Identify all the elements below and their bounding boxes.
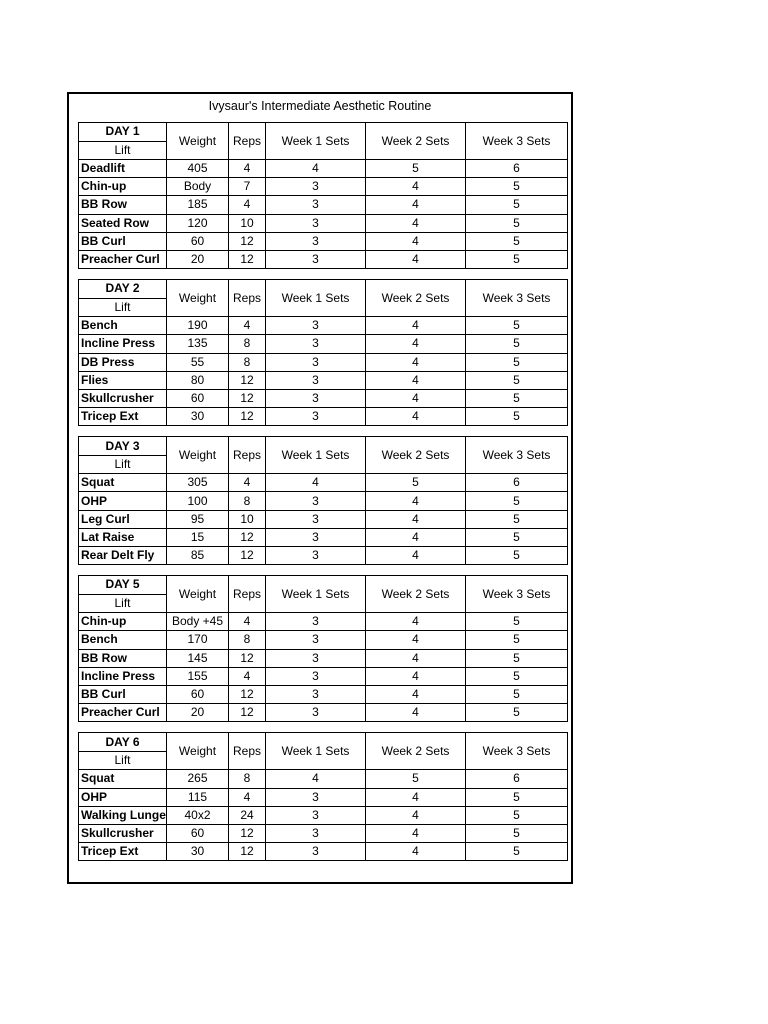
table-row [79, 371, 568, 389]
reps-value: 4 [229, 160, 266, 178]
weight-value: 60 [167, 685, 229, 703]
week3-sets-value: 5 [466, 371, 568, 389]
week2-sets-value: 4 [366, 547, 466, 565]
week1-sets-value: 3 [266, 824, 366, 842]
week1-sets-value: 3 [266, 335, 366, 353]
lift-name: BB Row [79, 196, 167, 214]
weight-value: Body [167, 178, 229, 196]
week3-sets-value: 5 [466, 613, 568, 631]
table-row [79, 492, 568, 510]
weight-value: Body +45 [167, 613, 229, 631]
week2-sets-value: 4 [366, 408, 466, 426]
week3-sets-value: 5 [466, 788, 568, 806]
weight-value: 145 [167, 649, 229, 667]
reps-value: 4 [229, 317, 266, 335]
reps-value: 12 [229, 547, 266, 565]
day-table [78, 122, 568, 269]
lift-name: Skullcrusher [79, 824, 167, 842]
reps-value: 8 [229, 770, 266, 788]
week1-sets-value: 3 [266, 528, 366, 546]
week2-sets-value: 4 [366, 196, 466, 214]
week1-sets-value: 3 [266, 613, 366, 631]
lift-header: Lift [79, 594, 167, 613]
day-table [78, 575, 568, 722]
week1-sets-value: 3 [266, 408, 366, 426]
day-table [78, 279, 568, 426]
table-row [79, 214, 568, 232]
table-header-row [79, 733, 568, 752]
reps-value: 10 [229, 510, 266, 528]
week1-sets-value: 3 [266, 704, 366, 722]
week3-sets-header: Week 3 Sets [466, 576, 568, 613]
week3-sets-value: 5 [466, 317, 568, 335]
week1-sets-value: 3 [266, 649, 366, 667]
table-header-row [79, 576, 568, 595]
routine-sheet [67, 92, 573, 884]
week2-sets-header: Week 2 Sets [366, 733, 466, 770]
lift-name: OHP [79, 492, 167, 510]
reps-value: 8 [229, 353, 266, 371]
day-label: DAY 5 [79, 576, 167, 595]
weight-value: 80 [167, 371, 229, 389]
week3-sets-value: 5 [466, 704, 568, 722]
week3-sets-value: 5 [466, 178, 568, 196]
week1-sets-value: 4 [266, 474, 366, 492]
week1-sets-value: 3 [266, 178, 366, 196]
week2-sets-value: 4 [366, 335, 466, 353]
lift-name: Tricep Ext [79, 843, 167, 861]
week3-sets-value: 5 [466, 335, 568, 353]
reps-value: 12 [229, 704, 266, 722]
reps-value: 4 [229, 474, 266, 492]
reps-value: 12 [229, 250, 266, 268]
lift-name: Tricep Ext [79, 408, 167, 426]
week1-sets-value: 3 [266, 631, 366, 649]
table-row [79, 160, 568, 178]
week2-sets-value: 4 [366, 613, 466, 631]
week2-sets-value: 4 [366, 843, 466, 861]
weight-header: Weight [167, 280, 229, 317]
week3-sets-value: 6 [466, 160, 568, 178]
table-row [79, 353, 568, 371]
lift-name: Lat Raise [79, 528, 167, 546]
lift-name: BB Curl [79, 685, 167, 703]
reps-value: 12 [229, 843, 266, 861]
week1-sets-value: 4 [266, 160, 366, 178]
lift-header: Lift [79, 751, 167, 770]
weight-value: 55 [167, 353, 229, 371]
reps-header: Reps [229, 733, 266, 770]
reps-header: Reps [229, 123, 266, 160]
weight-value: 190 [167, 317, 229, 335]
week2-sets-value: 5 [366, 474, 466, 492]
day-table [78, 436, 568, 565]
lift-name: OHP [79, 788, 167, 806]
reps-value: 12 [229, 685, 266, 703]
week3-sets-value: 5 [466, 389, 568, 407]
day-tables [78, 122, 567, 871]
weight-value: 20 [167, 704, 229, 722]
week3-sets-header: Week 3 Sets [466, 280, 568, 317]
week2-sets-value: 4 [366, 649, 466, 667]
lift-name: Skullcrusher [79, 389, 167, 407]
week2-sets-value: 4 [366, 492, 466, 510]
lift-name: Walking Lunge [79, 806, 167, 824]
week1-sets-value: 3 [266, 843, 366, 861]
table-row [79, 843, 568, 861]
weight-value: 60 [167, 389, 229, 407]
week3-sets-value: 5 [466, 685, 568, 703]
weight-value: 135 [167, 335, 229, 353]
week2-sets-value: 4 [366, 824, 466, 842]
weight-header: Weight [167, 123, 229, 160]
weight-value: 185 [167, 196, 229, 214]
week1-sets-value: 3 [266, 685, 366, 703]
table-row [79, 704, 568, 722]
table-row [79, 250, 568, 268]
weight-value: 40x2 [167, 806, 229, 824]
week3-sets-value: 5 [466, 528, 568, 546]
week1-sets-value: 3 [266, 788, 366, 806]
lift-name: Incline Press [79, 667, 167, 685]
week1-sets-value: 3 [266, 492, 366, 510]
table-row [79, 317, 568, 335]
week3-sets-header: Week 3 Sets [466, 123, 568, 160]
lift-name: DB Press [79, 353, 167, 371]
week1-sets-value: 3 [266, 317, 366, 335]
week3-sets-value: 5 [466, 824, 568, 842]
week2-sets-value: 4 [366, 214, 466, 232]
day-label: DAY 2 [79, 280, 167, 299]
week3-sets-value: 5 [466, 843, 568, 861]
week3-sets-value: 6 [466, 474, 568, 492]
lift-name: Incline Press [79, 335, 167, 353]
week2-sets-value: 4 [366, 389, 466, 407]
week2-sets-value: 4 [366, 685, 466, 703]
week2-sets-value: 4 [366, 371, 466, 389]
day-label: DAY 3 [79, 437, 167, 456]
weight-header: Weight [167, 576, 229, 613]
week2-sets-header: Week 2 Sets [366, 437, 466, 474]
table-row [79, 528, 568, 546]
day-label: DAY 6 [79, 733, 167, 752]
week3-sets-value: 5 [466, 408, 568, 426]
table-row [79, 631, 568, 649]
week2-sets-value: 4 [366, 178, 466, 196]
week2-sets-value: 4 [366, 667, 466, 685]
week1-sets-value: 3 [266, 389, 366, 407]
weight-value: 170 [167, 631, 229, 649]
weight-header: Weight [167, 733, 229, 770]
lift-header: Lift [79, 455, 167, 474]
week1-sets-header: Week 1 Sets [266, 576, 366, 613]
lift-header: Lift [79, 141, 167, 160]
week3-sets-value: 5 [466, 250, 568, 268]
reps-value: 12 [229, 371, 266, 389]
week2-sets-value: 4 [366, 528, 466, 546]
week1-sets-header: Week 1 Sets [266, 123, 366, 160]
table-row [79, 232, 568, 250]
lift-header: Lift [79, 298, 167, 317]
week3-sets-header: Week 3 Sets [466, 437, 568, 474]
week3-sets-value: 5 [466, 196, 568, 214]
week3-sets-value: 5 [466, 649, 568, 667]
day-label: DAY 1 [79, 123, 167, 142]
week3-sets-value: 6 [466, 770, 568, 788]
reps-value: 4 [229, 788, 266, 806]
lift-name: Deadlift [79, 160, 167, 178]
week3-sets-value: 5 [466, 631, 568, 649]
table-row [79, 667, 568, 685]
week3-sets-value: 5 [466, 492, 568, 510]
lift-name: Bench [79, 317, 167, 335]
table-row [79, 389, 568, 407]
week3-sets-value: 5 [466, 232, 568, 250]
weight-value: 15 [167, 528, 229, 546]
week2-sets-value: 5 [366, 160, 466, 178]
table-header-row [79, 437, 568, 456]
reps-value: 12 [229, 649, 266, 667]
reps-value: 12 [229, 389, 266, 407]
lift-name: Rear Delt Fly [79, 547, 167, 565]
lift-name: Chin-up [79, 613, 167, 631]
reps-header: Reps [229, 576, 266, 613]
week3-sets-value: 5 [466, 214, 568, 232]
weight-value: 155 [167, 667, 229, 685]
reps-value: 4 [229, 613, 266, 631]
week3-sets-value: 5 [466, 547, 568, 565]
weight-value: 60 [167, 824, 229, 842]
weight-value: 60 [167, 232, 229, 250]
day-table [78, 732, 568, 861]
table-row [79, 335, 568, 353]
week2-sets-value: 5 [366, 770, 466, 788]
week2-sets-header: Week 2 Sets [366, 123, 466, 160]
weight-value: 405 [167, 160, 229, 178]
week1-sets-value: 3 [266, 806, 366, 824]
weight-value: 95 [167, 510, 229, 528]
weight-value: 30 [167, 843, 229, 861]
week1-sets-value: 3 [266, 371, 366, 389]
lift-name: Bench [79, 631, 167, 649]
table-header-row [79, 123, 568, 142]
table-header-row [79, 280, 568, 299]
lift-name: Squat [79, 474, 167, 492]
table-row [79, 178, 568, 196]
lift-name: Leg Curl [79, 510, 167, 528]
table-row [79, 510, 568, 528]
week2-sets-value: 4 [366, 806, 466, 824]
reps-value: 12 [229, 232, 266, 250]
table-row [79, 474, 568, 492]
table-row [79, 408, 568, 426]
week2-sets-value: 4 [366, 317, 466, 335]
weight-value: 120 [167, 214, 229, 232]
lift-name: Chin-up [79, 178, 167, 196]
reps-value: 24 [229, 806, 266, 824]
week2-sets-value: 4 [366, 250, 466, 268]
weight-value: 100 [167, 492, 229, 510]
weight-value: 305 [167, 474, 229, 492]
reps-value: 7 [229, 178, 266, 196]
sheet-title: Ivysaur's Intermediate Aesthetic Routine [208, 99, 432, 113]
week2-sets-value: 4 [366, 232, 466, 250]
weight-value: 265 [167, 770, 229, 788]
reps-value: 8 [229, 492, 266, 510]
week2-sets-header: Week 2 Sets [366, 280, 466, 317]
reps-value: 8 [229, 631, 266, 649]
week2-sets-value: 4 [366, 704, 466, 722]
reps-value: 12 [229, 408, 266, 426]
weight-value: 85 [167, 547, 229, 565]
lift-name: Preacher Curl [79, 250, 167, 268]
table-row [79, 613, 568, 631]
table-row [79, 196, 568, 214]
reps-value: 4 [229, 196, 266, 214]
weight-value: 115 [167, 788, 229, 806]
week1-sets-value: 3 [266, 667, 366, 685]
table-row [79, 824, 568, 842]
week1-sets-value: 3 [266, 353, 366, 371]
week1-sets-value: 3 [266, 214, 366, 232]
week2-sets-value: 4 [366, 788, 466, 806]
week1-sets-value: 3 [266, 196, 366, 214]
table-row [79, 788, 568, 806]
lift-name: BB Row [79, 649, 167, 667]
week1-sets-value: 4 [266, 770, 366, 788]
weight-value: 30 [167, 408, 229, 426]
table-row [79, 770, 568, 788]
reps-value: 4 [229, 667, 266, 685]
week1-sets-header: Week 1 Sets [266, 280, 366, 317]
table-row [79, 547, 568, 565]
reps-value: 12 [229, 824, 266, 842]
week3-sets-value: 5 [466, 667, 568, 685]
weight-header: Weight [167, 437, 229, 474]
reps-header: Reps [229, 437, 266, 474]
table-row [79, 806, 568, 824]
week3-sets-value: 5 [466, 353, 568, 371]
lift-name: Preacher Curl [79, 704, 167, 722]
reps-value: 8 [229, 335, 266, 353]
reps-value: 10 [229, 214, 266, 232]
lift-name: Seated Row [79, 214, 167, 232]
week1-sets-value: 3 [266, 547, 366, 565]
lift-name: Flies [79, 371, 167, 389]
lift-name: BB Curl [79, 232, 167, 250]
week2-sets-value: 4 [366, 631, 466, 649]
week3-sets-value: 5 [466, 510, 568, 528]
week3-sets-header: Week 3 Sets [466, 733, 568, 770]
reps-header: Reps [229, 280, 266, 317]
week3-sets-value: 5 [466, 806, 568, 824]
week1-sets-header: Week 1 Sets [266, 733, 366, 770]
table-row [79, 685, 568, 703]
week1-sets-value: 3 [266, 232, 366, 250]
lift-name: Squat [79, 770, 167, 788]
week1-sets-value: 3 [266, 250, 366, 268]
week2-sets-value: 4 [366, 353, 466, 371]
week2-sets-header: Week 2 Sets [366, 576, 466, 613]
week2-sets-value: 4 [366, 510, 466, 528]
reps-value: 12 [229, 528, 266, 546]
weight-value: 20 [167, 250, 229, 268]
week1-sets-header: Week 1 Sets [266, 437, 366, 474]
week1-sets-value: 3 [266, 510, 366, 528]
table-row [79, 649, 568, 667]
